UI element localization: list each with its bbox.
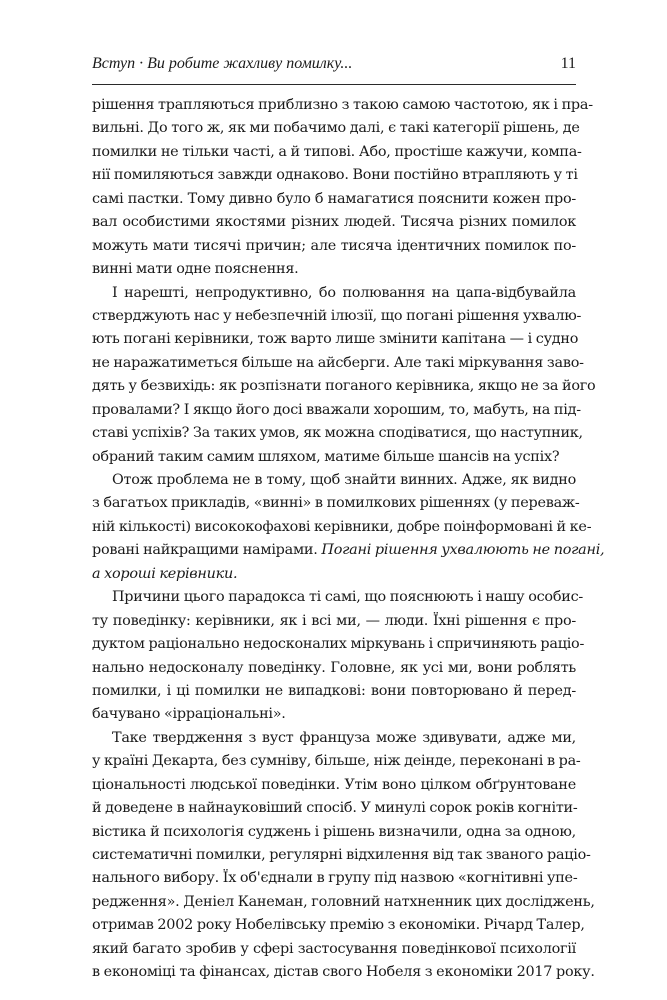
header-rule xyxy=(92,84,576,85)
text-line: провалами? І якщо його досі вважали хорошим, то, мабуть, на під- xyxy=(92,401,581,418)
text-line: ту поведінку: керівники, як і всі ми, — люди. Їхні рішення є про- xyxy=(92,612,576,629)
text-line: нії помиляються завжди однаково. Вони постійно втрапляють у ті xyxy=(92,167,578,184)
paragraph xyxy=(92,282,596,470)
text-line: винні мати одне пояснення. xyxy=(92,261,299,278)
text-line: бачувано «ірраціональні». xyxy=(92,706,286,723)
chapter-title: Вступ · Ви робите жахливу помилку... xyxy=(92,55,353,72)
paragraph xyxy=(92,94,593,282)
text-line: Отож проблема не в тому, щоб знайти винних. Адже, як видно xyxy=(112,472,576,488)
text-line: з багатьох прикладів, «винні» в помилкових рішеннях (у переваж- xyxy=(92,495,580,512)
text-line: не наражатиметься більше на айсберги. Але такі міркування заво- xyxy=(92,354,584,371)
text-line: вістика й психологія суджень і рішень визначили, одна за одною, xyxy=(92,823,576,840)
text-line: редження». Деніел Канеман, головний натхненник цих досліджень, xyxy=(92,893,595,910)
text-line: нально недосконалу поведінку. Головне, як усі ми, вони роблять xyxy=(92,659,576,676)
text-line: Таке твердження з вуст француза може здивувати, адже ми, xyxy=(112,729,576,746)
text-line: рішення трапляються приблизно з такою самою частотою, як і пра- xyxy=(92,97,593,113)
text-line: який багато зробив у сфері застосування поведінкової психології xyxy=(92,940,576,957)
paragraph xyxy=(92,469,605,586)
text-line: дуктом раціонально недосконалих міркувань і спричиняють раціо- xyxy=(92,636,585,653)
text-line: й доведене в найнауковіший спосіб. У минулі сорок років когніти- xyxy=(92,800,578,817)
paragraph xyxy=(92,586,585,727)
text-line: стверджують нас у небезпечній ілюзії, що погані рішення ухвалю- xyxy=(92,307,582,324)
text-line: помилки, і ці помилки не випадкові: вони повторювано й перед- xyxy=(92,682,576,699)
text-line: ціональності людської поведінки. Утім воно цілком обґрунтоване xyxy=(92,776,576,793)
paragraph xyxy=(92,727,595,985)
emphasis-text: Погані рішення ухвалюють не погані, xyxy=(321,542,605,559)
text-line: систематичні помилки, регулярні відхилення від так званого раціо- xyxy=(92,847,591,863)
text-line: І нарешті, непродуктивно, бо полювання на цапа-відбувайла xyxy=(112,284,576,301)
text-line: ють погані керівники, тож варто лише змінити капітана — і судно xyxy=(92,331,579,348)
text-line: самі пастки. Тому дивно було б намагатися пояснити кожен про- xyxy=(92,190,576,207)
text-line: в економіці та фінансах, дістав свого Нобеля з економіки 2017 року. xyxy=(92,964,595,981)
running-header xyxy=(92,53,576,75)
text-line: ній кількості) висококофахові керівники, добре поінформовані й ке- xyxy=(92,518,592,535)
text-segment: ровані найкращими намірами. xyxy=(92,542,322,559)
text-line: у країні Декарта, без сумніву, більше, ніж деінде, переконані в ра- xyxy=(92,753,581,770)
text-line: Причини цього парадокса ті самі, що пояснюють і нашу особис- xyxy=(112,589,584,606)
text-line: ставі успіхів? За таких умов, як можна сподіватися, що наступник, xyxy=(92,425,583,442)
body-text xyxy=(92,94,605,985)
text-line: вильні. До того ж, як ми побачимо далі, є такі категорії рішень, де xyxy=(92,120,580,137)
text-line: вал особистими якостями різних людей. Тисяча різних помилок xyxy=(92,214,576,231)
text-line-mixed xyxy=(92,539,605,562)
text-line: нального вибору. Їх об'єднали в групу під назвою «когнітивні упе- xyxy=(92,870,578,887)
text-line: помилки не тільки часті, а й типові. Або, простіше кажучи, компа- xyxy=(92,143,582,160)
text-line: отримав 2002 року Нобелівську премію з економіки. Річард Талер, xyxy=(92,917,585,934)
text-line: можуть мати тисячі причин; але тисяча ідентичних помилок по- xyxy=(92,237,576,254)
page-number: 11 xyxy=(560,55,576,72)
emphasis-line: а хороші керівники. xyxy=(92,565,238,582)
text-line: дять у безвихідь: як розпізнати поганого керівника, якщо не за його xyxy=(92,378,596,395)
text-line: обраний таким самим шляхом, матиме більше шансів на успіх? xyxy=(92,448,560,465)
